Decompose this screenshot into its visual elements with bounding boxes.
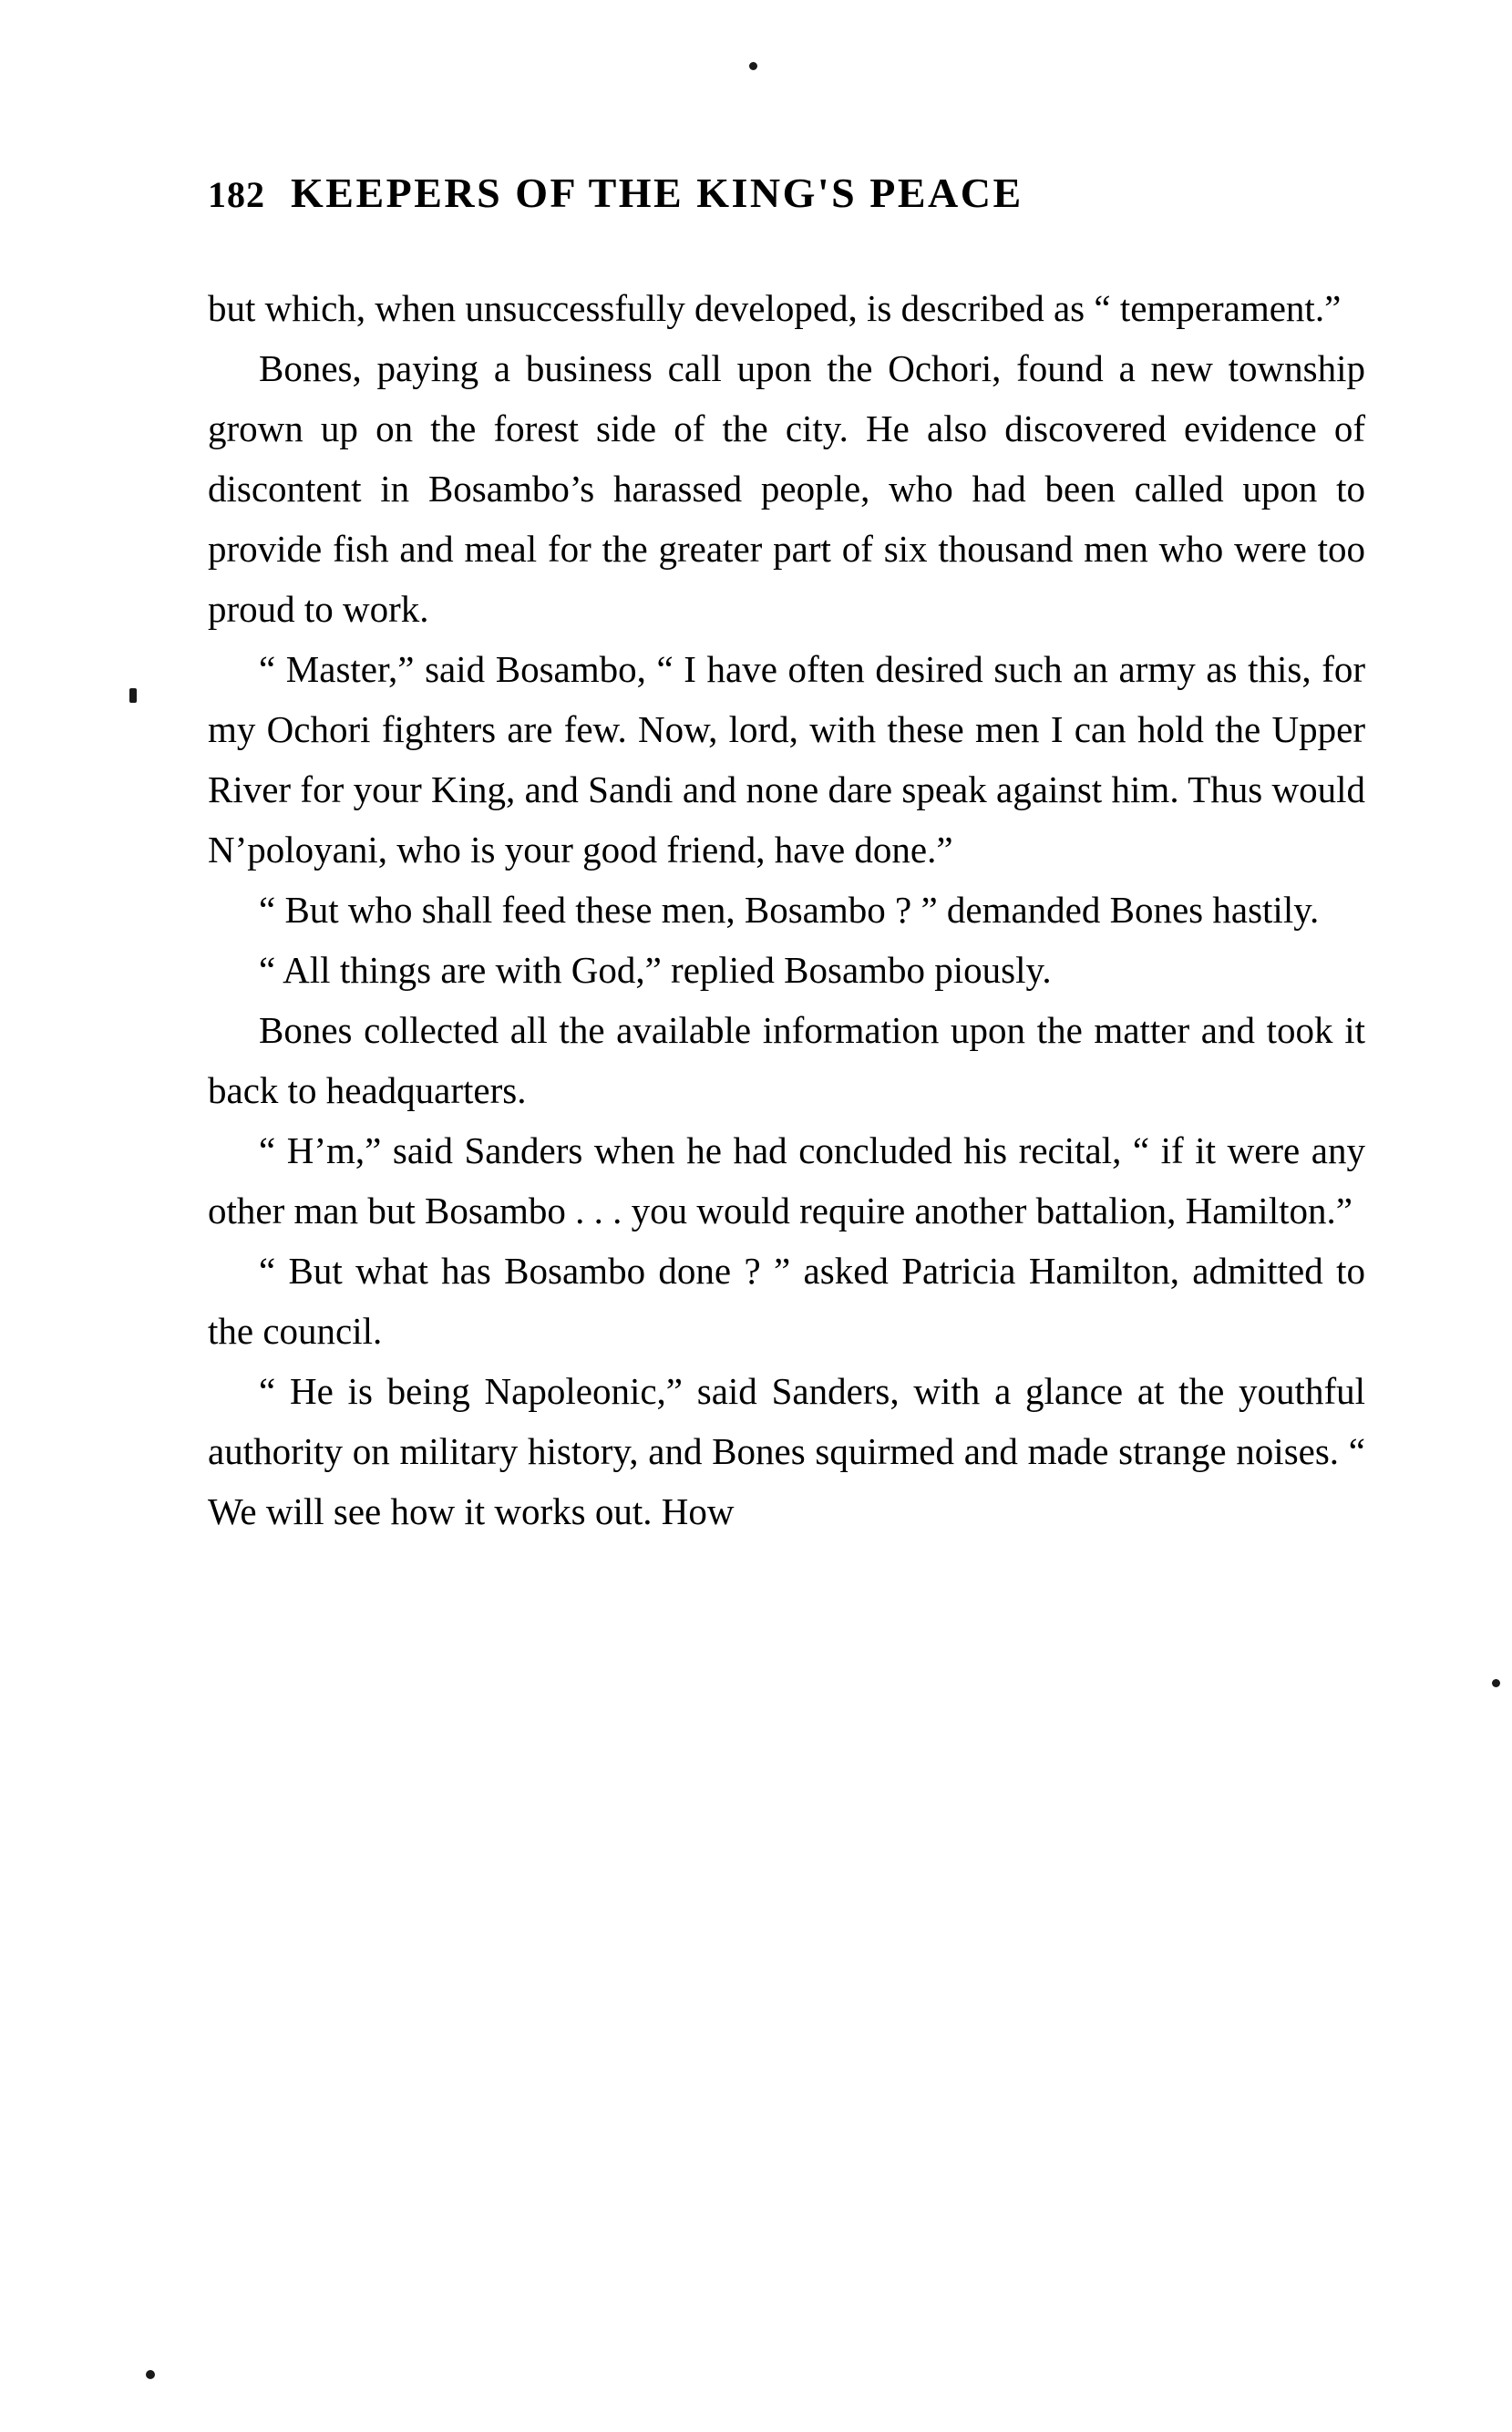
page-speck-left <box>129 688 137 703</box>
paragraph: “ But what has Bosambo done ? ” asked Patricia Hamilton, admitted to the council. <box>208 1250 1365 1352</box>
paragraph: “ H’m,” said Sanders when he had concluded his recital, “ if it were any other man but Bosambo . . . you would require another battalion, Hamilton.” <box>208 1129 1365 1231</box>
running-head: KEEPERS OF THE KING'S PEACE <box>291 170 1023 216</box>
paragraph: “ Master,” said Bosambo, “ I have often desired such an army as this, for my Ochori fighters are few. Now, lord, with these men I can hold the Upper River for your King, and Sandi and none dare speak against him. Thus would N’poloyani, who is your good friend, have done.” <box>208 648 1365 871</box>
page-speck-top <box>749 62 757 70</box>
page-speck-right <box>1492 1679 1500 1687</box>
paragraph: Bones, paying a business call upon the Ochori, found a new township grown up on the forest side of the city. He also discovered evidence of discontent in Bosambo’s harassed people, who had been called upon to provide fish and meal for the greater part of six thousand men who were too proud to work. <box>208 347 1365 630</box>
paragraph: “ But who shall feed these men, Bosambo ? ” demanded Bones hastily. <box>259 889 1320 931</box>
page-header <box>208 169 1338 217</box>
paragraph: Bones collected all the available information upon the matter and took it back to headquarters. <box>208 1009 1365 1111</box>
page-number: 182 <box>208 174 265 215</box>
page-speck-bottom <box>146 2370 155 2379</box>
body-text-column <box>208 278 1365 1541</box>
paragraph: “ All things are with God,” replied Bosambo piously. <box>259 949 1052 991</box>
paragraph: “ He is being Napoleonic,” said Sanders, with a glance at the youthful authority on military history, and Bones squirmed and made strange noises. “ We will see how it works out. How <box>208 1370 1365 1532</box>
paragraph: but which, when unsuccessfully developed, is described as “ temperament.” <box>208 287 1342 329</box>
